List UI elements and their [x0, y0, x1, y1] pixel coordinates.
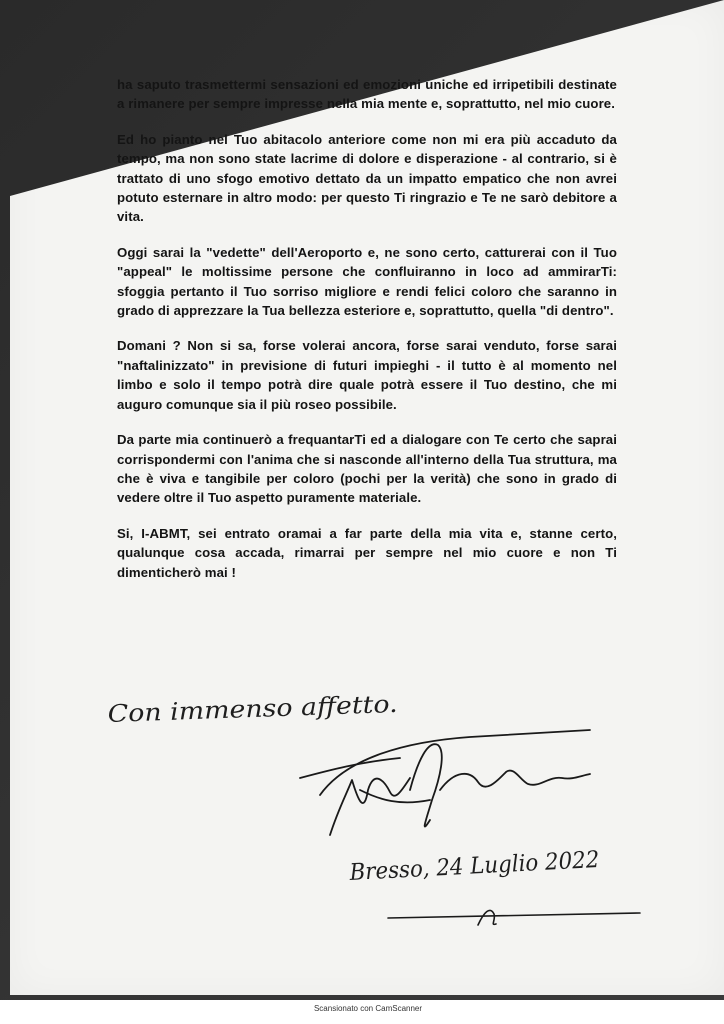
letter-paragraph-2: Ed ho pianto nel Tuo abitacolo anteriore come non mi era più accaduto da tempo, ma non sono state lacrime di dolore e disperazione - al contrario, si è trattato di uno sfogo emotivo dettato da un impatto empatico che non avrei potuto esternare in altro modo: per questo Ti ringrazio e Te ne sarò debitore a vita.	[117, 131, 617, 225]
handwritten-closing: Con immenso affetto.	[107, 690, 368, 728]
letter-paragraph-1: ha saputo trasmettermi sensazioni ed emozioni uniche ed irripetibili destinate a rimanere per sempre impresse nella mia mente e, soprattutto, nel mio cuore.	[117, 77, 617, 112]
letter-paragraph-5: Da parte mia continuerò a frequantarTi ed a dialogare con Te certo che saprai corrispondermi con l'anima che si nasconde all'interno della Tua struttura, ma che è viva e tangibile per coloro (pochi per la verità) che sono in grado di vedere oltre il Tuo aspetto puramente materiale.	[117, 432, 617, 506]
scanner-note: Scansionato con CamScanner	[313, 1004, 423, 1013]
letter-body	[117, 75, 617, 598]
footer	[0, 1000, 724, 1024]
letter-paragraph-6: Si, I-ABMT, sei entrato oramai a far parte della mia vita e, stanne certo, qualunque cosa accada, rimarrai per sempre nel mio cuore e non Ti dimenticherò mai !	[117, 525, 617, 580]
letter-paragraph-3: Oggi sarai la "vedette" dell'Aeroporto e, ne sono certo, catturerai con il Tuo "appeal" le moltissime persone che confluiranno in loco ad ammirarTi: sfoggia pertanto il Tuo sorriso migliore e rendi felici coloro che saranno in grado di apprezzare la Tua bellezza esteriore e, soprattutto, quella "di dentro".	[117, 244, 617, 319]
handwritten-place-date: Bresso, 24 Luglio 2022	[348, 845, 620, 886]
letter-paragraph-4: Domani ? Non si sa, forse volerai ancora, forse sarai venduto, forse sarai "naftalinizzato" in previsione di futuri impieghi - il tutto è al momento nel limbo e solo il tempo potrà dire quale potrà essere il Tuo destino, che mi auguro comunque sia il più roseo possibile.	[117, 338, 617, 412]
